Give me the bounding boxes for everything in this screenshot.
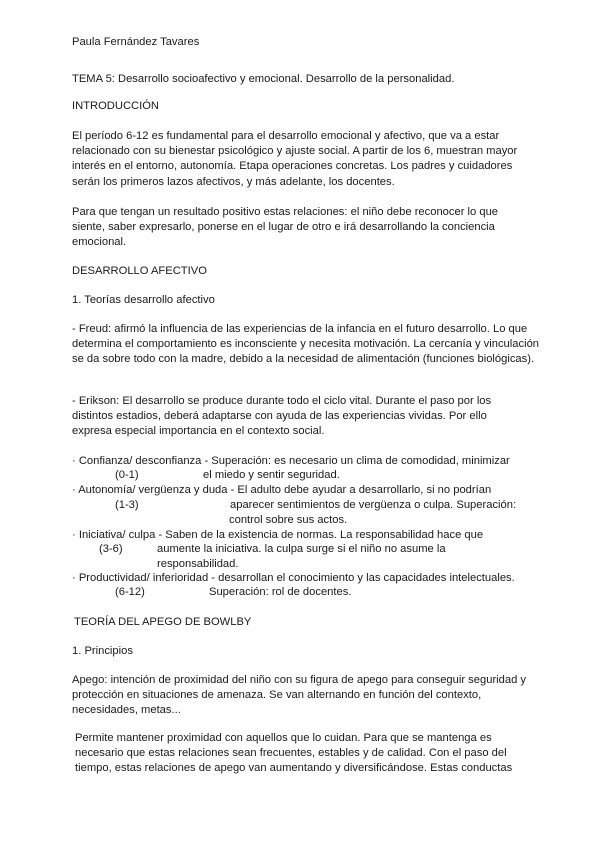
- section-heading-introduccion: INTRODUCCIÓN: [72, 100, 160, 112]
- stage-3-cont: aumente la iniciativa. la culpa surge si el niño no asume la: [157, 543, 446, 555]
- erikson-paragraph: - Erikson: El desarrollo se produce durante todo el ciclo vital. Durante el paso por los distintos estadios, deberá adaptarse con ayuda de las experiencias vividas. Por ello expresa especial importancia en el contexto social.: [72, 395, 492, 438]
- apego-paragraph-2: Permite mantener proximidad con aquellos que lo cuidan. Para que se mantenga es necesario que estas relaciones sean frecuentes, estables y de calidad. Con el paso del tiempo, estas relaciones de apego van aumentando y diversificándose. Estas conductas: [75, 732, 513, 775]
- stage-3-cont2: responsabilidad.: [157, 558, 239, 570]
- apego-paragraph-1: Apego: intención de proximidad del niño con su figura de apego para conseguir seguridad y protección en situaciones de amenaza. Se van alternando en función del contexto, necesidades, metas...: [72, 674, 527, 717]
- intro-paragraph-2: Para que tengan un resultado positivo estas relaciones: el niño debe reconocer lo que siente, saber expresarlo, ponerse en el lugar de otro e irá desarrollando la conciencia emocional.: [72, 206, 499, 249]
- section-heading-apego: TEORÍA DEL APEGO DE BOWLBY: [74, 616, 252, 628]
- stage-4-age: (6-12): [115, 586, 145, 598]
- stage-4-cont: Superación: rol de docentes.: [209, 586, 352, 598]
- stage-2-age: (1-3): [115, 499, 139, 511]
- stage-1-cont: el miedo y sentir seguridad.: [203, 469, 340, 481]
- intro-paragraph-1: El período 6-12 es fundamental para el desarrollo emocional y afectivo, que va a estar relacionado con su bienestar psicológico y ajuste social. A partir de los 6, muestran mayor interés en el entorno, autonomía. Etapa operaciones concretas. Los padres y cuidadores serán los primeros lazos afectivos, y más adelante, los docentes.: [72, 130, 518, 188]
- stage-2-cont: aparecer sentimientos de vergüenza o culpa. Superación:: [230, 499, 517, 511]
- subheading-principios: 1. Principios: [72, 645, 133, 657]
- stage-3-title: · Iniciativa/ culpa - Saben de la existencia de normas. La responsabilidad hace que: [72, 529, 484, 541]
- freud-paragraph: - Freud: afirmó la influencia de las experiencias de la infancia en el futuro desarrollo. Lo que determina el comportamiento es inconsciente y necesita motivación. La cercanía y vinculación se da sobre todo con la madre, debido a la necesidad de alimentación (funciones biológicas).: [72, 323, 540, 366]
- stage-1-title: · Confianza/ desconfianza - Superación: es necesario un clima de comodidad, minimizar: [72, 455, 510, 467]
- subheading-teorias: 1. Teorías desarrollo afectivo: [72, 294, 215, 306]
- document-title: TEMA 5: Desarrollo socioafectivo y emocional. Desarrollo de la personalidad.: [72, 73, 455, 85]
- stage-1-age: (0-1): [115, 469, 139, 481]
- stage-3-age: (3-6): [99, 543, 123, 555]
- stage-2-title: · Autonomía/ vergüenza y duda - El adulto debe ayudar a desarrollarlo, si no podrían: [72, 484, 492, 496]
- stage-2-cont2: control sobre sus actos.: [229, 514, 348, 526]
- section-heading-desarrollo: DESARROLLO AFECTIVO: [72, 265, 207, 277]
- author-name: Paula Fernández Tavares: [72, 36, 200, 48]
- stage-4-title: · Productividad/ inferioridad - desarrollan el conocimiento y las capacidades intelectuales.: [72, 572, 515, 584]
